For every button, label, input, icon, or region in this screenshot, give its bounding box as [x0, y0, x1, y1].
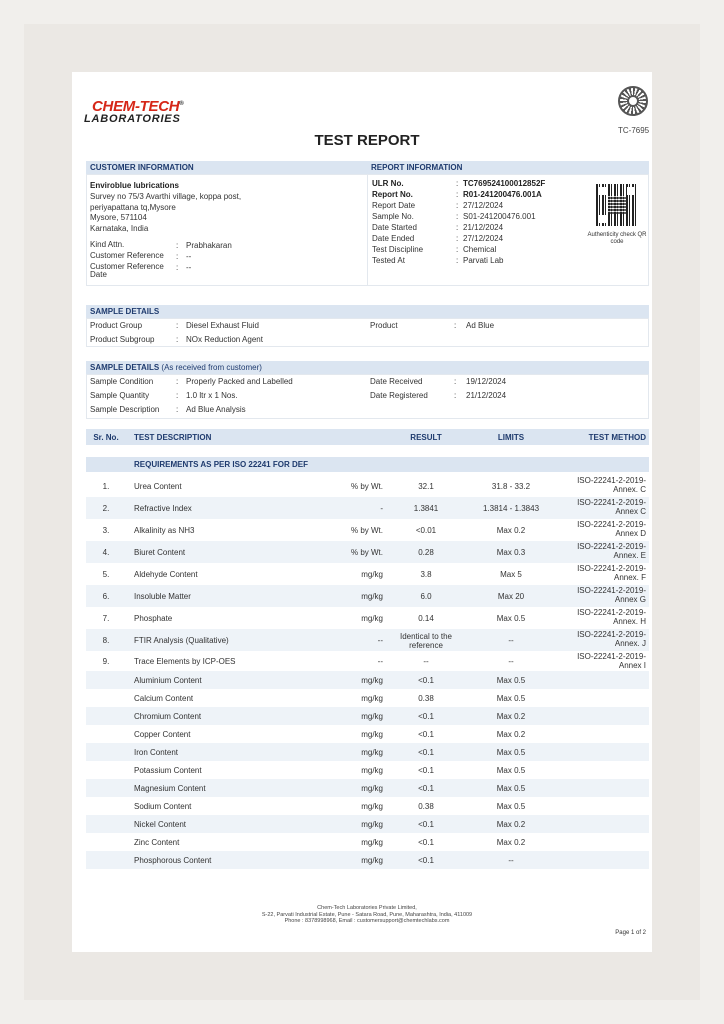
- address-line: periyapattana tq,Mysore: [90, 202, 176, 212]
- field-value: --: [186, 263, 192, 272]
- col-sr: Sr. No.: [93, 433, 119, 442]
- table-row: [86, 585, 649, 607]
- row-limits: Max 5: [500, 569, 522, 579]
- table-row: [86, 725, 649, 743]
- row-description: Trace Elements by ICP-OES: [134, 656, 236, 666]
- table-row: [86, 563, 649, 585]
- sample-description-value: Ad Blue Analysis: [186, 405, 246, 414]
- field-value: Prabhakaran: [186, 241, 232, 250]
- qr-code-icon[interactable]: [596, 184, 638, 226]
- field-label: Kind Attn.: [90, 240, 125, 249]
- table-row: [86, 797, 649, 815]
- results-table-header: [86, 429, 649, 445]
- table-row: [86, 541, 649, 563]
- sample-quantity-value: 1.0 ltr x 1 Nos.: [186, 391, 238, 400]
- row-description: Iron Content: [134, 747, 179, 757]
- row-unit: mg/kg: [361, 729, 383, 739]
- row-result: --: [423, 656, 429, 666]
- product-subgroup-value: NOx Reduction Agent: [186, 335, 263, 344]
- report-field-label: Report Date: [372, 201, 416, 210]
- row-unit: mg/kg: [361, 747, 383, 757]
- result-line: Identical to the: [399, 631, 453, 641]
- row-unit: mg/kg: [361, 613, 383, 623]
- customer-name: Enviroblue lubrications: [90, 181, 179, 190]
- result-line: reference: [409, 640, 443, 650]
- row-method: [556, 520, 646, 538]
- row-result: 0.38: [418, 693, 434, 703]
- sample-condition-label: Sample Condition: [90, 377, 154, 386]
- table-row: [86, 671, 649, 689]
- row-result: <0.1: [418, 747, 434, 757]
- sample-details-box: [86, 318, 649, 347]
- registered-mark: ®: [179, 101, 184, 107]
- row-method: [556, 542, 646, 560]
- row-unit: mg/kg: [361, 591, 383, 601]
- method-line: ISO-22241-2-2019-: [577, 498, 646, 507]
- row-result: <0.1: [418, 729, 434, 739]
- row-description: Chromium Content: [134, 711, 202, 721]
- row-unit: % by Wt.: [350, 481, 383, 491]
- table-row: [86, 651, 649, 671]
- product-group-value: Diesel Exhaust Fluid: [186, 321, 259, 330]
- method-line: Annex I: [618, 661, 646, 670]
- row-limits: Max 0.2: [496, 819, 526, 829]
- row-result: 32.1: [418, 481, 434, 491]
- footer: [72, 905, 662, 925]
- report-field-value: R01-241200476.001A: [463, 190, 542, 199]
- report-field-value: TC769524100012852F: [463, 179, 546, 188]
- footer-contact: Phone : 8378998968, Email : customersupport@chemtechlabs.com: [284, 918, 450, 924]
- report-field-value: S01-241200476.001: [463, 212, 536, 221]
- row-unit: mg/kg: [361, 837, 383, 847]
- row-limits: --: [508, 855, 514, 865]
- date-received-label: Date Received: [370, 377, 423, 386]
- table-row: [86, 519, 649, 541]
- table-row: [86, 815, 649, 833]
- row-description: Calcium Content: [134, 693, 194, 703]
- row-description: Phosphorous Content: [134, 855, 212, 865]
- table-row: [86, 761, 649, 779]
- report-field-value: 27/12/2024: [463, 201, 504, 210]
- row-result: <0.1: [418, 819, 434, 829]
- accreditation-seal-icon: [618, 86, 648, 116]
- table-row: [86, 607, 649, 629]
- row-description: Refractive Index: [134, 503, 192, 513]
- row-sr: 3.: [102, 525, 110, 535]
- address-line: Mysore, 571104: [90, 213, 147, 222]
- date-registered-label: Date Registered: [370, 391, 428, 400]
- results-section-header: REQUIREMENTS AS PER ISO 22241 FOR DEF: [86, 457, 649, 472]
- row-unit: mg/kg: [361, 783, 383, 793]
- row-result: <0.01: [415, 525, 437, 535]
- row-unit: mg/kg: [361, 801, 383, 811]
- row-unit: mg/kg: [361, 855, 383, 865]
- table-row: [86, 497, 649, 519]
- col-limits: LIMITS: [497, 433, 525, 442]
- row-result: <0.1: [418, 711, 434, 721]
- row-unit: mg/kg: [361, 819, 383, 829]
- row-limits: 1.3814 - 1.3843: [482, 503, 540, 513]
- customer-info-header: CUSTOMER INFORMATION: [86, 161, 369, 174]
- row-result: <0.1: [418, 765, 434, 775]
- table-row: [86, 851, 649, 869]
- row-description: Biuret Content: [134, 547, 186, 557]
- row-limits: Max 0.5: [496, 747, 526, 757]
- accreditation-number: TC-7695: [618, 126, 650, 135]
- row-limits: Max 0.5: [496, 801, 526, 811]
- report-field-label: ULR No.: [372, 179, 404, 188]
- sample-received-box: [86, 374, 649, 419]
- method-line: Annex. E: [613, 551, 646, 560]
- report-field-label: Test Discipline: [372, 245, 424, 254]
- row-description: Sodium Content: [134, 801, 192, 811]
- row-method: [556, 630, 646, 648]
- row-sr: 6.: [102, 591, 110, 601]
- product-label: Product: [370, 321, 398, 330]
- method-line: Annex. F: [613, 573, 646, 582]
- row-unit: % by Wt.: [350, 525, 383, 535]
- row-limits: Max 0.2: [496, 711, 526, 721]
- sample-description-label: Sample Description: [90, 405, 160, 414]
- row-sr: 4.: [102, 547, 110, 557]
- table-row: [86, 475, 649, 497]
- method-line: Annex D: [615, 529, 646, 538]
- page-title: TEST REPORT: [314, 132, 420, 149]
- report-field-label: Report No.: [372, 190, 413, 199]
- row-limits: Max 0.3: [496, 547, 526, 557]
- method-line: ISO-22241-2-2019-: [577, 652, 646, 661]
- row-unit: --: [377, 635, 383, 645]
- row-result: 6.0: [420, 591, 432, 601]
- report-field-label: Sample No.: [372, 212, 414, 221]
- row-result: <0.1: [418, 675, 434, 685]
- method-line: Annex C: [615, 507, 646, 516]
- row-limits: Max 0.5: [496, 693, 526, 703]
- row-result: <0.1: [418, 855, 434, 865]
- sample-received-header: SAMPLE DETAILS (As received from customer): [86, 361, 649, 374]
- table-row: [86, 689, 649, 707]
- report-field-value: Parvati Lab: [463, 256, 504, 265]
- method-line: Annex. J: [614, 639, 646, 648]
- row-method: [556, 498, 646, 516]
- table-row: [86, 629, 649, 651]
- row-limits: --: [508, 635, 514, 645]
- row-sr: 8.: [102, 635, 110, 645]
- col-result: RESULT: [410, 433, 442, 442]
- row-description: Nickel Content: [134, 819, 187, 829]
- row-limits: Max 20: [497, 591, 525, 601]
- row-result: 0.28: [418, 547, 434, 557]
- row-limits: Max 0.5: [496, 783, 526, 793]
- method-line: ISO-22241-2-2019-: [577, 608, 646, 617]
- row-unit: --: [377, 656, 383, 666]
- row-method: [556, 476, 646, 494]
- row-method: [556, 564, 646, 582]
- row-description: Urea Content: [134, 481, 182, 491]
- report-field-value: 21/12/2024: [463, 223, 504, 232]
- method-line: ISO-22241-2-2019-: [577, 564, 646, 573]
- row-description: FTIR Analysis (Qualitative): [134, 635, 229, 645]
- row-method: [556, 652, 646, 670]
- address-line: Survey no 75/3 Avarthi village, koppa post,: [90, 192, 242, 201]
- address-line: Karnataka, India: [90, 223, 149, 233]
- report-info-header: REPORT INFORMATION: [367, 161, 649, 174]
- field-label: Customer Reference Date: [90, 262, 164, 279]
- row-limits: Max 0.5: [496, 675, 526, 685]
- row-limits: Max 0.5: [496, 613, 526, 623]
- row-description: Alkalinity as NH3: [134, 525, 195, 535]
- row-sr: 5.: [102, 569, 110, 579]
- method-line: ISO-22241-2-2019-: [577, 520, 646, 529]
- row-unit: -: [380, 503, 383, 513]
- product-group-label: Product Group: [90, 321, 143, 330]
- col-desc: TEST DESCRIPTION: [134, 433, 212, 442]
- row-limits: Max 0.2: [496, 729, 526, 739]
- row-limits: Max 0.2: [496, 837, 526, 847]
- row-unit: mg/kg: [361, 765, 383, 775]
- row-limits: 31.8 - 33.2: [491, 481, 531, 491]
- row-method: [556, 586, 646, 604]
- table-row: [86, 779, 649, 797]
- row-description: Potassium Content: [134, 765, 202, 775]
- row-method: [556, 608, 646, 626]
- row-unit: mg/kg: [361, 675, 383, 685]
- row-limits: Max 0.5: [496, 765, 526, 775]
- row-unit: mg/kg: [361, 569, 383, 579]
- sample-condition-value: Properly Packed and Labelled: [186, 377, 293, 386]
- row-result: [386, 632, 466, 650]
- table-row: [86, 707, 649, 725]
- row-limits: Max 0.2: [496, 525, 526, 535]
- footer-address: S-22, Parvati Industrial Estate, Pune - Satara Road, Pune, Maharashtra, India, 411009: [261, 911, 473, 918]
- row-sr: 7.: [102, 613, 110, 623]
- row-unit: mg/kg: [361, 693, 383, 703]
- method-line: ISO-22241-2-2019-: [577, 630, 646, 639]
- field-value: --: [186, 252, 192, 261]
- row-result: 1.3841: [413, 503, 439, 513]
- report-page: CHEM-TECH® LABORATORIES TC-7695 TEST REPORT CUSTOMER INFORMATION REPORT INFORMATION Enviroblue lubrications Survey no 75/3 Avarthi village, koppa post, periyapattana tq,Mysore Mysore, 571104 Karnataka, India Kind Attn. : Prabhakaran Customer Reference : -- Customer Reference Date : -- ULR No. : TC769524100012852F Report No. : R01-241200476.001A Report Date : 27/12/2024 Sample No. : S01-241200476.001 Date Started : 21/12/2024 Date Ended : 27/12/2024 Test Discipline : Chemical Tested At : Parvati Lab Authenticity check QR code SAMPLE DETAILS Product Group : Diesel Exhaust Fluid Product Subgroup : NOx Reduction Agent Product : Ad Blue SAMPLE DETAILS (As received from customer) Sample Condition : Properly Packed and Labelled Sample Quantity : 1.0 ltr x 1 Nos. Sample Description : Ad Blue Analysis Date Received : 19/12/2024 Date Registered : 21/12/2024 Sr. No. TEST DESCRIPTION RESULT LIMITS TEST METHOD REQUIREMENTS AS PER ISO 22241 FOR DEF 1. Urea Content % by Wt. 32.1 31.8 - 33.2 ISO-22241-2-2019- Annex. C 2. Refractive Index - 1.3841 1.3814 - 1.3843 ISO-22241-2-2019- Annex C 3. Alkalinity as NH3 % by Wt. <0.01 Max 0.2 ISO-22241-2-2019- Annex D 4. Biuret Content % by Wt. 0.28 Max 0.3 ISO-22241-2-2019- Annex. E 5. Aldehyde Content mg/kg 3.8 Max 5 ISO-22241-2-2019- Annex. F 6. Insoluble Matter mg/kg 6.0 Max 20 ISO-22241-2-2019- Annex G 7. Phosphate mg/kg 0.14 Max 0.5 ISO-22241-2-2019- Annex. H 8. FTIR Analysis (Qualitative) -- Identical to the reference -- ISO-22241-2-2019- Annex. J 9. Trace Elements by ICP-OES -- -- -- ISO-22241-2-2019- Annex I Aluminium Content mg/kg <0.1 Max 0.5 Calcium Content mg/kg 0.38 Max 0.5 Chromium Content mg/kg <0.1 Max 0.2 Copper Content mg/kg <0.1 Max 0.2 Iron Content mg/kg <0.1 Max 0.5 Potassium Content mg/kg <0.1 Max 0.5 Magnesium Content mg/kg <0.1 Max 0.5 Sodium Content mg/kg 0.38 Max 0.5 Nickel Content mg/kg <0.1 Max 0.2 Zinc Content mg/kg <0.1 Max 0.2 Phosphorous Content mg/kg <0.1 -- Chem-Tech Laboratories Private Limited, S-22, Parvati Industrial Estate, Pune - Satara Road, Pune, Maharashtra, India, 411009 Phone : 8378998968, Email : customersupport@chemtechlabs.com Page 1 of 2: [72, 72, 652, 952]
- report-field-value: Chemical: [463, 245, 497, 254]
- method-line: ISO-22241-2-2019-: [577, 476, 646, 485]
- row-result: 3.8: [420, 569, 432, 579]
- row-result: <0.1: [418, 837, 434, 847]
- logo-text: CHEM-TECH: [92, 98, 180, 115]
- qr-caption: Authenticity check QR code: [587, 232, 647, 245]
- customer-address: [90, 192, 241, 234]
- date-received-value: 19/12/2024: [466, 377, 507, 386]
- row-description: Magnesium Content: [134, 783, 206, 793]
- row-sr: 2.: [102, 503, 110, 513]
- row-sr: 9.: [102, 656, 110, 666]
- row-limits: --: [508, 656, 514, 666]
- row-description: Phosphate: [134, 613, 173, 623]
- logo-subtext: LABORATORIES: [84, 113, 181, 125]
- sample-details-header: SAMPLE DETAILS: [86, 305, 649, 318]
- method-line: Annex G: [614, 595, 646, 604]
- row-unit: mg/kg: [361, 711, 383, 721]
- page-number: Page 1 of 2: [615, 930, 646, 936]
- date-registered-value: 21/12/2024: [466, 391, 507, 400]
- table-row: [86, 833, 649, 851]
- row-description: Aldehyde Content: [134, 569, 198, 579]
- sample-quantity-label: Sample Quantity: [90, 391, 150, 400]
- product-value: Ad Blue: [466, 321, 495, 330]
- row-description: Aluminium Content: [134, 675, 202, 685]
- method-line: ISO-22241-2-2019-: [577, 542, 646, 551]
- report-field-label: Tested At: [372, 256, 405, 265]
- row-description: Insoluble Matter: [134, 591, 191, 601]
- footer-company: Chem-Tech Laboratories Private Limited,: [317, 905, 417, 911]
- row-unit: % by Wt.: [350, 547, 383, 557]
- product-subgroup-label: Product Subgroup: [90, 335, 155, 344]
- table-row: [86, 743, 649, 761]
- method-line: ISO-22241-2-2019-: [577, 586, 646, 595]
- row-description: Copper Content: [134, 729, 191, 739]
- report-field-label: Date Started: [372, 223, 417, 232]
- method-line: Annex. C: [613, 485, 646, 494]
- row-result: 0.38: [418, 801, 434, 811]
- row-result: <0.1: [418, 783, 434, 793]
- row-description: Zinc Content: [134, 837, 180, 847]
- report-field-label: Date Ended: [372, 234, 415, 243]
- method-line: Annex. H: [613, 617, 646, 626]
- row-sr: 1.: [102, 481, 110, 491]
- report-field-value: 27/12/2024: [463, 234, 504, 243]
- field-label: Customer Reference: [90, 251, 164, 260]
- col-method: TEST METHOD: [588, 433, 646, 442]
- row-result: 0.14: [418, 613, 434, 623]
